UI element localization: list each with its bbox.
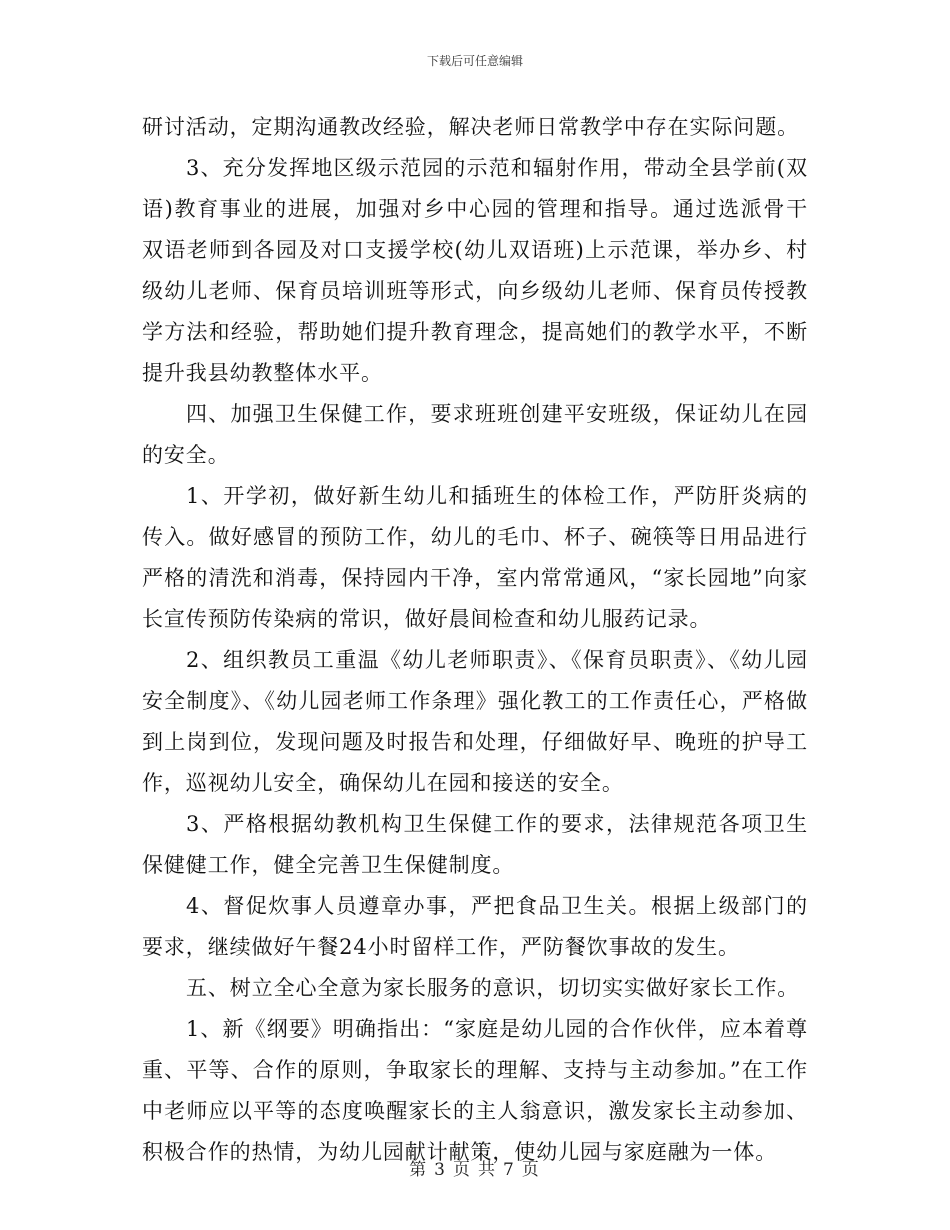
document-body (142, 107, 808, 1173)
footer-page-word: 页 (453, 1160, 472, 1180)
footer-suffix: 页 (521, 1160, 541, 1180)
paragraph: 1、新《纲要》明确指出：“家庭是幼儿园的合作伙伴，应本着尊重、平等、合作的原则，争取家长的理解、支持与主动参加。”在工作中老师应以平等的态度唤醒家长的主人翁意识，激发家长主动参加、积极合作的热情，为幼儿园献计献策，使幼儿园与家庭融为一体。 (142, 1017, 808, 1164)
page-header: 下载后可任意编辑 (426, 54, 523, 68)
footer-prefix: 第 (409, 1160, 429, 1180)
paragraph: 1、开学初，做好新生幼儿和插班生的体检工作，严防肝炎病的传入。做好感冒的预防工作，幼儿的毛巾、杯子、碗筷等日用品进行严格的清洗和消毒，保持园内干净，室内常常通风，“家长园地”向家长宣传预防传染病的常识，做好晨间检查和幼儿服药记录。 (142, 484, 808, 631)
paragraph: 研讨活动，定期沟通教改经验，解决老师日常教学中存在实际问题。 (142, 115, 799, 139)
page-footer (0, 1155, 950, 1180)
section-heading-paragraph: 四、加强卫生保健工作，要求班班创建平安班级，保证幼儿在园的安全。 (142, 402, 808, 467)
paragraph: 2、组织教员工重温《幼儿老师职责》、《保育员职责》、《幼儿园安全制度》、《幼儿园老师工作条理》强化教工的工作责任心，严格做到上岗到位，发现问题及时报告和处理，仔细做好早、晚班的护导工作，巡视幼儿安全，确保幼儿在园和接送的安全。 (142, 648, 808, 795)
paragraph: 4、督促炊事人员遵章办事，严把食品卫生关。根据上级部门的要求，继续做好午餐24小时留样工作，严防餐饮事故的发生。 (142, 894, 808, 959)
paragraph: 3、严格根据幼教机构卫生保健工作的要求，法律规范各项卫生保健健工作，健全完善卫生保健制度。 (142, 812, 808, 877)
total-page-count: 7 (503, 1160, 516, 1180)
paragraph: 3、充分发挥地区级示范园的示范和辐射作用，带动全县学前(双语)教育事业的进展，加强对乡中心园的管理和指导。通过选派骨干双语老师到各园及对口支援学校(幼儿双语班)上示范课，举办乡、村级幼儿老师、保育员培训班等形式，向乡级幼儿老师、保育员传授教学方法和经验，帮助她们提升教育理念，提高她们的教学水平，不断提升我县幼教整体水平。 (142, 156, 808, 385)
current-page-number: 3 (434, 1160, 447, 1180)
footer-total-word: 共 (478, 1160, 497, 1180)
section-heading-paragraph: 五、树立全心全意为家长服务的意识，切切实实做好家长工作。 (186, 976, 800, 1000)
